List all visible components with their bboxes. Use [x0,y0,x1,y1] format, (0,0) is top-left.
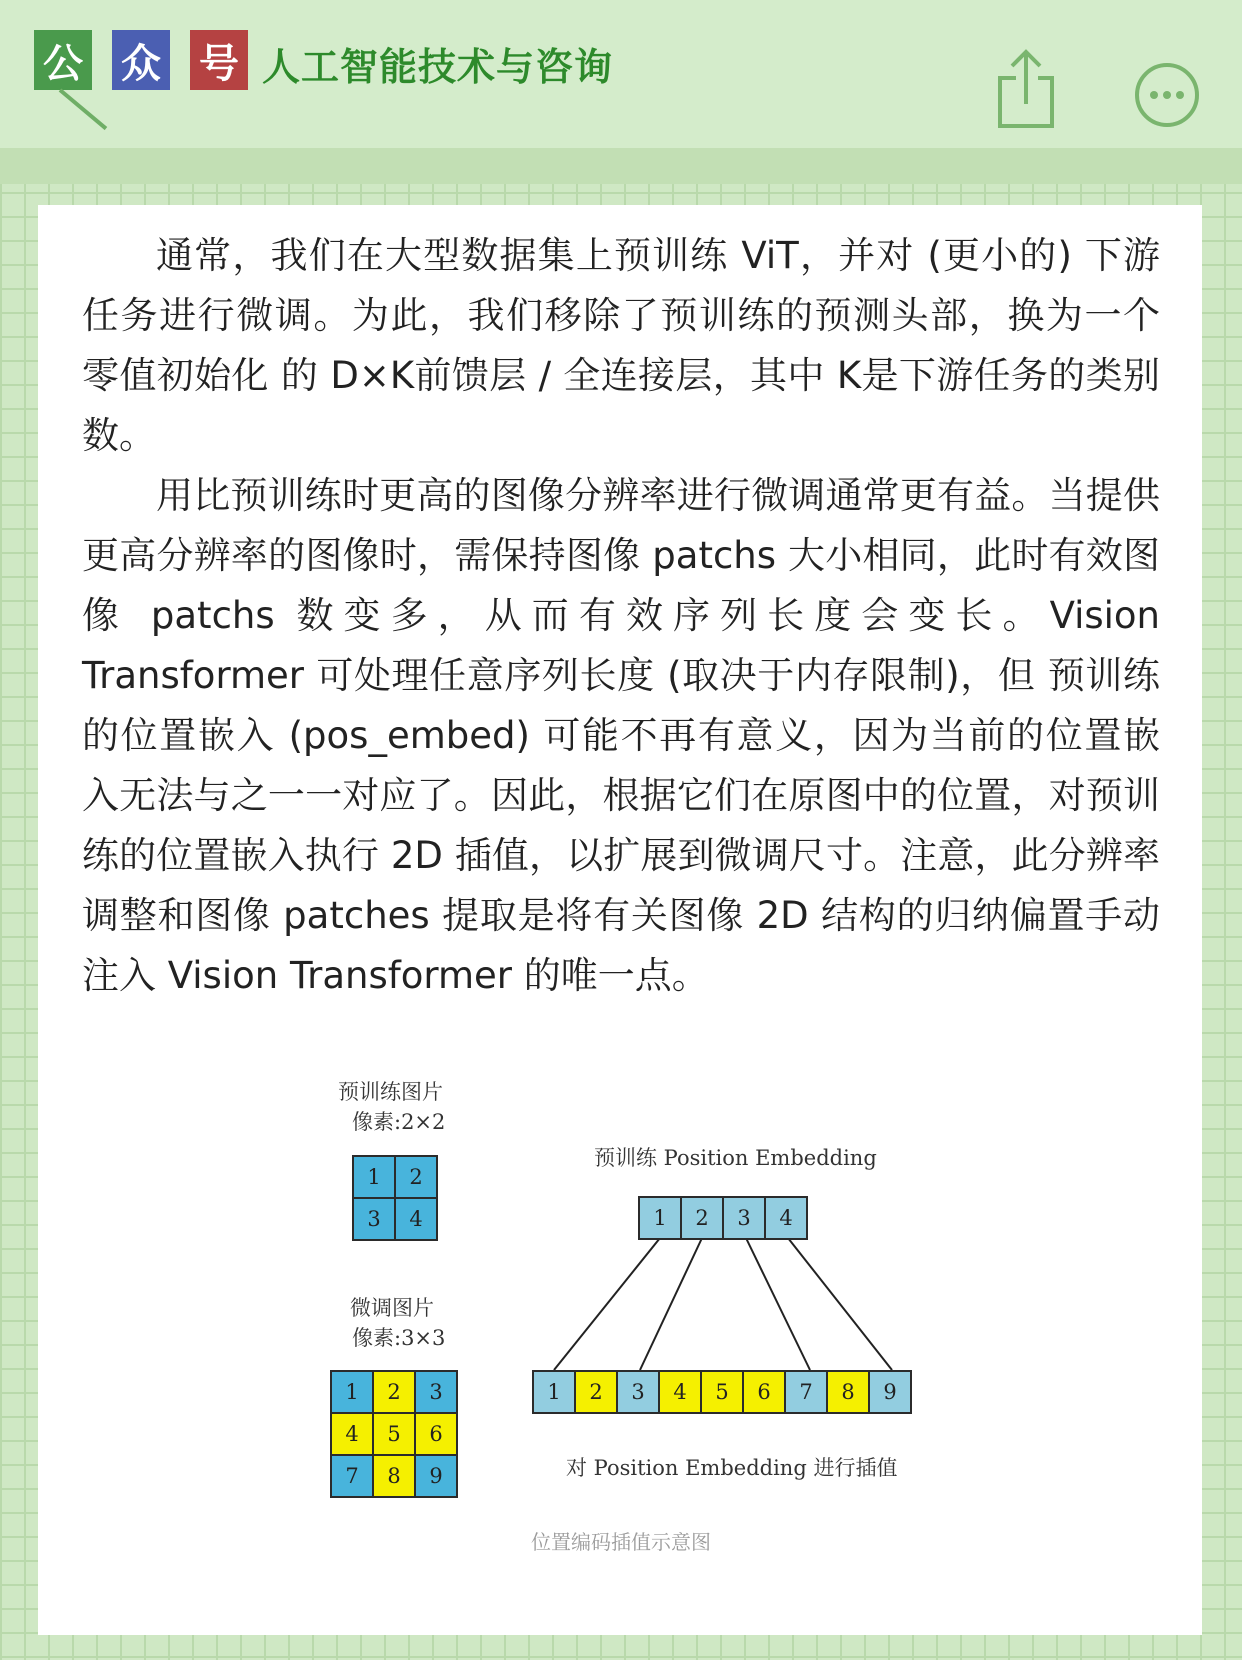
interpolation-title: 对 Position Embedding 进行插值 [566,1456,898,1480]
interp-seq-cell: 9 [868,1370,912,1414]
finetune-grid-cell: 6 [414,1412,458,1456]
channel-name: 人工智能技术与咨询 [262,45,614,89]
interp-seq-cell: 4 [658,1370,702,1414]
pretrain-image-pixels: 像素:2×2 [352,1110,446,1134]
interp-seq-cell: 3 [616,1370,660,1414]
finetune-grid-cell: 4 [330,1412,374,1456]
pretrain-grid-cell: 2 [394,1155,438,1199]
pretrain-seq-cell: 1 [638,1196,682,1240]
pretrain-seq-cell: 4 [764,1196,808,1240]
finetune-grid-cell: 3 [414,1370,458,1414]
pos-embed-title: 预训练 Position Embedding [594,1146,877,1170]
finetune-image-pixels: 像素:3×3 [352,1326,446,1350]
pretrain-seq-cell: 3 [722,1196,766,1240]
finetune-grid-cell: 1 [330,1370,374,1414]
badge-zhong: 众 [112,30,170,90]
paragraph-2: 用比预训练时更高的图像分辨率进行微调通常更有益。当提供更高分辨率的图像时，需保持图像 patchs 大小相同，此时有效图像 patchs 数变多，从而有效序列长度会变长。Vision Transformer 可处理任意序列长度 (取决于内存限制)，但 预训练的位置嵌入 (pos_embed) 可能不再有意义，因为当前的位置嵌入无法与之一一对应了。因此，根据它们在原图中的位置，对预训练的位置嵌入执行 2D 插值，以扩展到微调尺寸。注意，此分辨率调整和图像 patches 提取是将有关图像 2D 结构的归纳偏置手动注入 Vision Transformer 的唯一点。 [82,474,1160,997]
pretrain-grid-cell: 4 [394,1197,438,1241]
finetune-image-title: 微调图片 [350,1296,434,1320]
pretrain-grid-cell: 3 [352,1197,396,1241]
figure-caption: 位置编码插值示意图 [531,1530,711,1554]
finetune-grid-cell: 5 [372,1412,416,1456]
pretrain-image-title: 预训练图片 [338,1080,443,1104]
interp-seq-cell: 2 [574,1370,618,1414]
badge-hao: 号 [190,30,248,90]
interp-seq-cell: 1 [532,1370,576,1414]
interp-seq-cell: 5 [700,1370,744,1414]
finetune-grid-cell: 2 [372,1370,416,1414]
interp-seq-cell: 6 [742,1370,786,1414]
interp-seq-cell: 8 [826,1370,870,1414]
pretrain-seq-cell: 2 [680,1196,724,1240]
pretrain-grid-cell: 1 [352,1155,396,1199]
paragraph-1: 通常，我们在大型数据集上预训练 ViT，并对 (更小的) 下游任务进行微调。为此，我们移除了预训练的预测头部，换为一个 零值初始化 的 D×K前馈层 / 全连接层，其中 K是下游任务的类别数。 [82,234,1160,457]
finetune-grid-cell: 7 [330,1454,374,1498]
badge-gong: 公 [34,30,92,90]
finetune-grid-cell: 8 [372,1454,416,1498]
interp-seq-cell: 7 [784,1370,828,1414]
finetune-grid-cell: 9 [414,1454,458,1498]
